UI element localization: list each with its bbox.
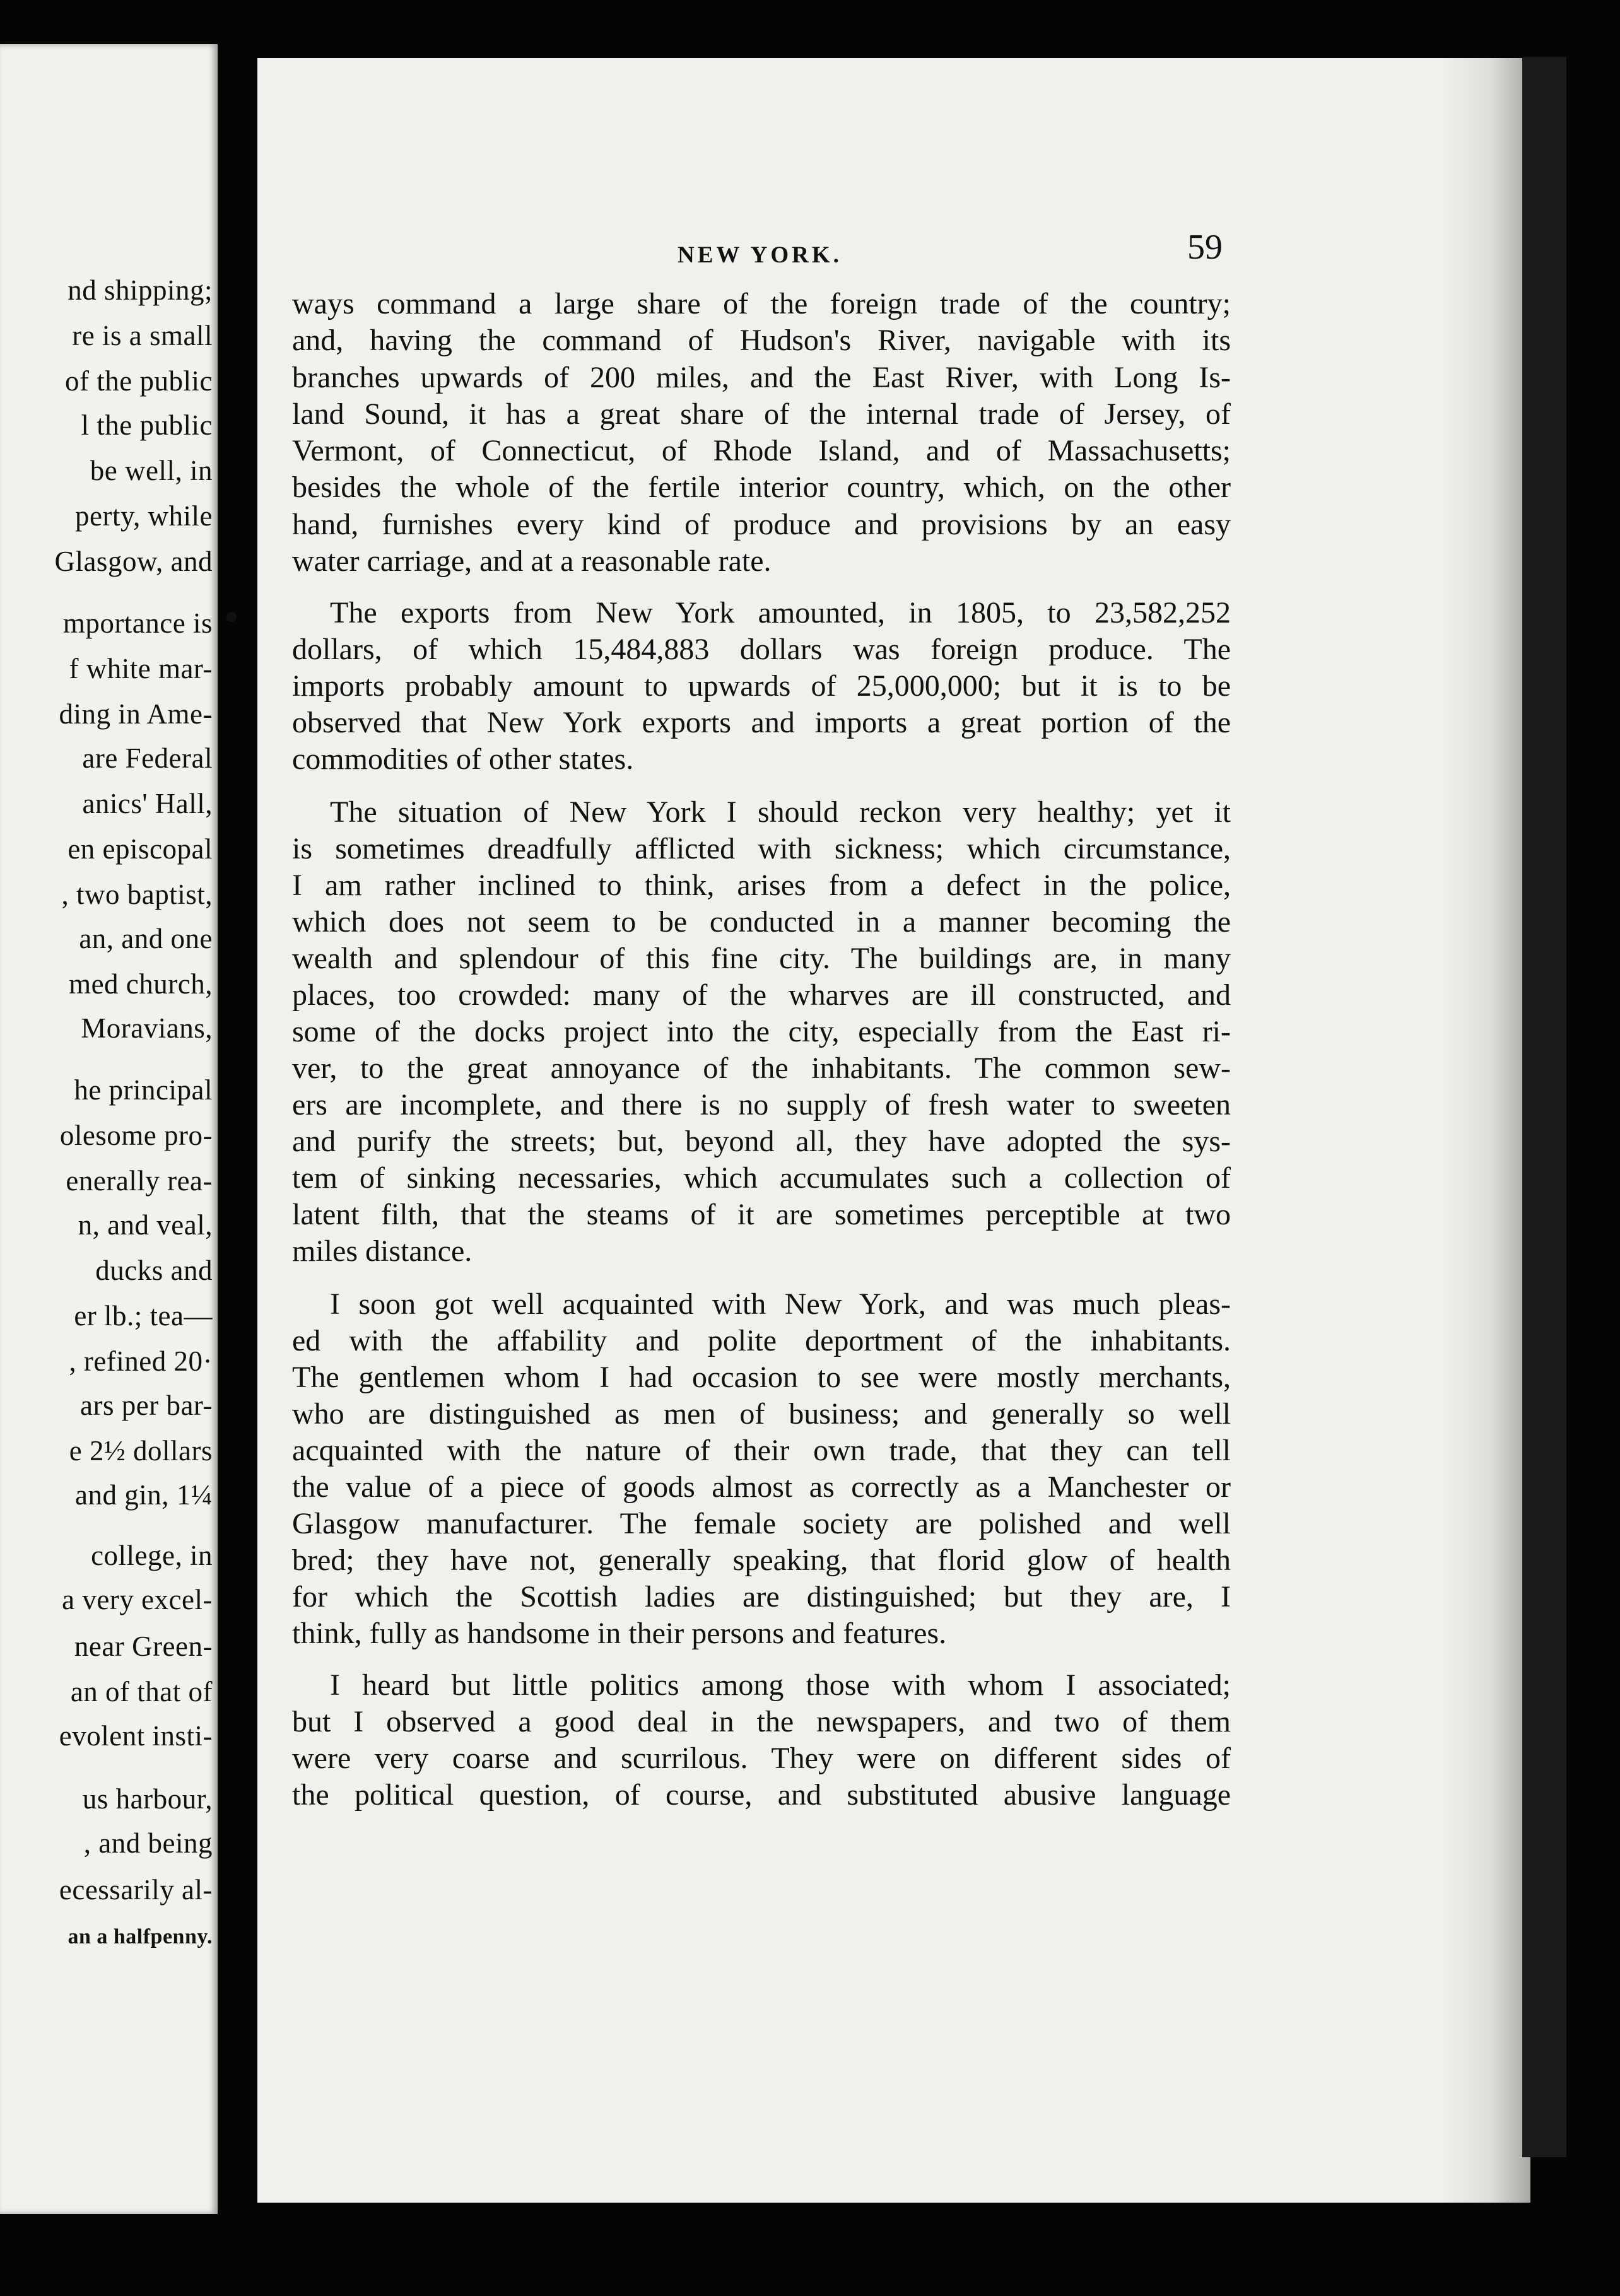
text-line: bred; they have not, generally speaking, that florid glow of health [292,1543,1231,1577]
left-page-line: us harbour, [82,1783,213,1815]
left-page-line: perty, while [74,500,213,532]
text-line: imports probably amount to upwards of 25,000,000; but it is to be [292,669,1231,703]
text-line: Glasgow manufacturer. The female society are polished and well [292,1507,1231,1540]
ink-mark [226,612,237,622]
page-edge [1442,58,1530,2203]
left-page-line: an, and one [79,923,213,954]
text-line: but I observed a good deal in the newspapers, and two of them [292,1705,1231,1738]
left-page-line: med church, [69,968,213,1000]
left-page-line: ding in Ame- [59,698,213,730]
left-page-line: ducks and [95,1255,213,1286]
text-line: I soon got well acquainted with New York, and was much pleas- [330,1287,1231,1321]
left-page-line: er lb.; tea— [74,1300,213,1332]
left-page-line: nd shipping; [68,274,213,306]
left-page-line: a very excel- [62,1584,213,1615]
page-number: 59 [1187,228,1223,267]
left-page-line: are Federal [82,742,213,774]
text-line: observed that New York exports and imports a great portion of the [292,706,1231,739]
text-line: ways command a large share of the foreign trade of the country; [292,287,1231,320]
text-line: who are distinguished as men of business; and generally so well [292,1397,1231,1431]
text-line: were very coarse and scurrilous. They were on different sides of [292,1742,1231,1775]
left-page-line: an a halfpenny. [68,1925,213,1948]
left-page-line: of the public [65,365,213,397]
left-page-line: f white mar- [69,653,213,684]
left-page-line: be well, in [90,455,213,486]
text-line: miles distance. [292,1234,472,1268]
left-page-line: Glasgow, and [54,546,213,577]
text-line: water carriage, and at a reasonable rate. [292,544,772,578]
running-header: NEW YORK. [678,242,842,268]
text-line: hand, furnishes every kind of produce and provisions by an easy [292,508,1231,541]
text-line: The situation of New York I should reckon very healthy; yet it [330,795,1231,829]
left-page-line: anics' Hall, [82,788,213,819]
left-page-line: an of that of [70,1676,213,1707]
text-line: acquainted with the nature of their own trade, that they can tell [292,1434,1231,1467]
text-line: I am rather inclined to think, arises from a defect in the police, [292,869,1231,902]
text-line: think, fully as handsome in their persons and features. [292,1617,947,1650]
text-line: the political question, of course, and substituted abusive language [292,1778,1231,1812]
left-page-line: n, and veal, [78,1209,213,1241]
text-line: The gentlemen whom I had occasion to see were mostly merchants, [292,1361,1231,1394]
text-line: some of the docks project into the city, especially from the East ri- [292,1015,1231,1048]
left-page-line: , refined 20· [69,1345,213,1377]
left-page-line: , two baptist, [61,879,213,910]
text-line: commodities of other states. [292,742,634,776]
text-line: is sometimes dreadfully afflicted with sickness; which circumstance, [292,832,1231,865]
left-page-line: e 2½ dollars [69,1435,213,1467]
text-line: places, too crowded: many of the wharves are ill constructed, and [292,978,1231,1012]
book-spine-shadow [1522,57,1566,2157]
left-page-line: mportance is [62,607,213,639]
left-page [0,44,218,2214]
left-page-line: he principal [74,1074,213,1106]
text-line: The exports from New York amounted, in 1805, to 23,582,252 [330,596,1231,630]
text-line: for which the Scottish ladies are distinguished; but they are, I [292,1580,1231,1614]
text-line: the value of a piece of goods almost as correctly as a Manchester or [292,1470,1231,1504]
text-line: ers are incomplete, and there is no supply of fresh water to sweeten [292,1088,1231,1122]
text-line: wealth and splendour of this fine city. The buildings are, in many [292,942,1231,975]
text-line: and, having the command of Hudson's River, navigable with its [292,324,1231,357]
text-line: dollars, of which 15,484,883 dollars was foreign produce. The [292,633,1231,666]
left-page-line: college, in [91,1540,213,1571]
text-line: ed with the affability and polite deportment of the inhabitants. [292,1324,1231,1357]
text-line: I heard but little politics among those with whom I associated; [330,1668,1231,1702]
text-line: which does not seem to be conducted in a manner becoming the [292,905,1231,939]
left-page-line: near Green- [74,1631,213,1662]
text-line: and purify the streets; but, beyond all, they have adopted the sys- [292,1125,1231,1158]
left-page-line: enerally rea- [66,1165,213,1197]
text-line: land Sound, it has a great share of the internal trade of Jersey, of [292,397,1231,431]
left-page-line: ecessarily al- [59,1874,213,1906]
text-line: besides the whole of the fertile interior country, which, on the other [292,471,1231,504]
left-page-line: ars per bar- [80,1390,213,1421]
left-page-line: and gin, 1¼ [75,1479,213,1511]
text-line: ver, to the great annoyance of the inhabitants. The common sew- [292,1051,1231,1085]
text-line: latent filth, that the steams of it are sometimes perceptible at two [292,1198,1231,1231]
left-page-line: en episcopal [68,833,213,865]
text-line: Vermont, of Connecticut, of Rhode Island, and of Massachusetts; [292,434,1231,467]
text-line: tem of sinking necessaries, which accumulates such a collection of [292,1161,1231,1195]
left-page-line: evolent insti- [59,1720,213,1752]
left-page-line: Moravians, [81,1012,213,1044]
text-line: branches upwards of 200 miles, and the East River, with Long Is- [292,361,1231,394]
left-page-line: l the public [81,409,213,441]
left-page-line: , and being [83,1827,213,1859]
left-page-line: olesome pro- [59,1120,213,1151]
left-page-line: re is a small [72,320,213,351]
